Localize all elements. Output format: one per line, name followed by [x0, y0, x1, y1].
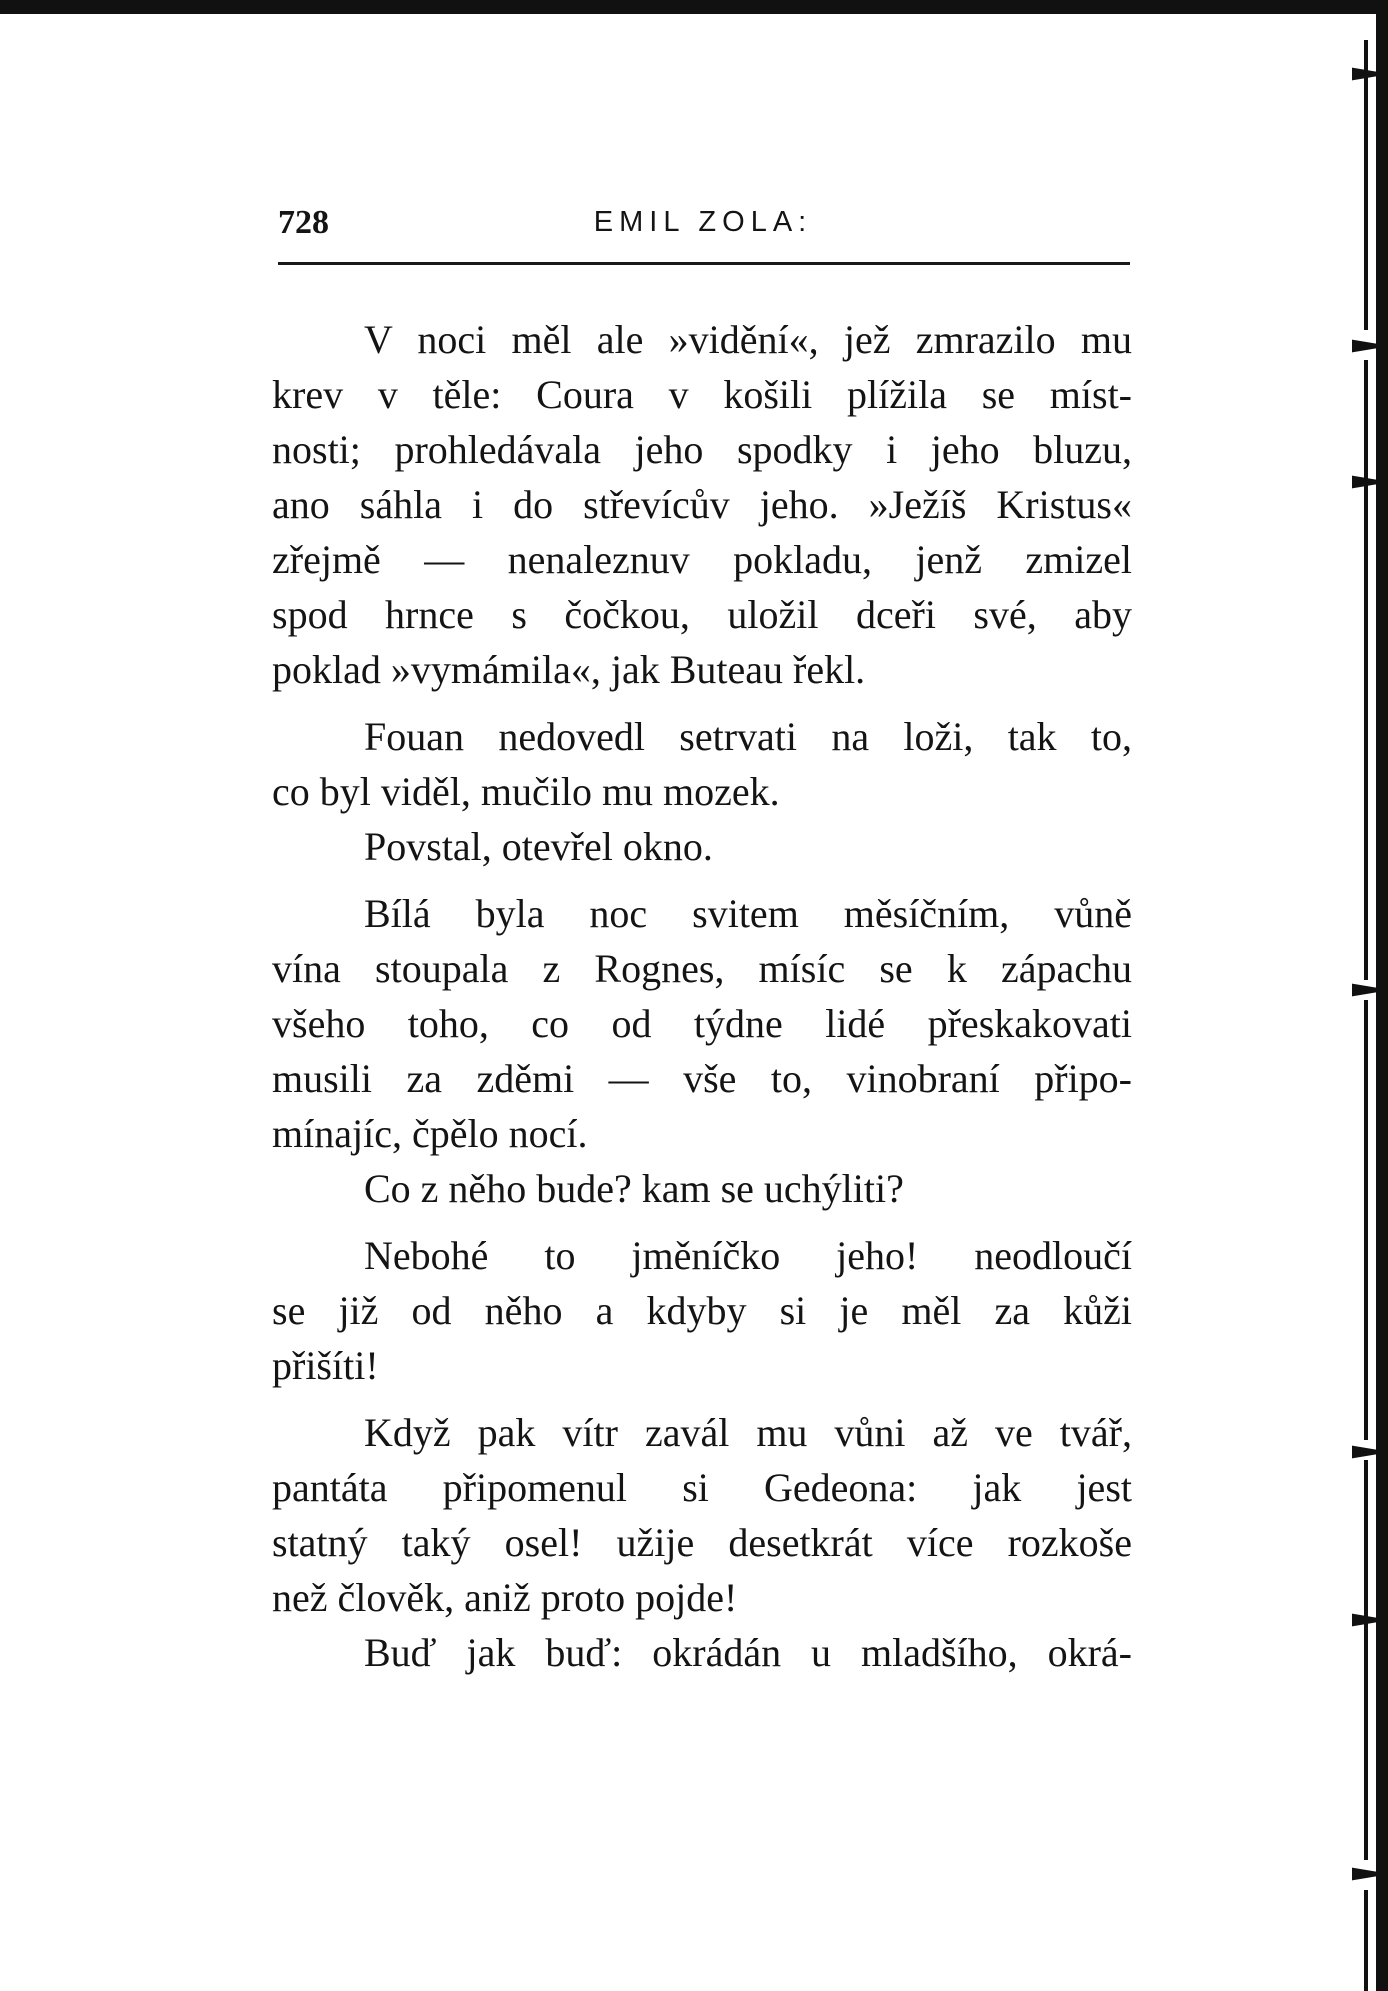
text-line: než člověk, aniž proto pojde!: [272, 1575, 738, 1620]
paragraph: [272, 1625, 1132, 1680]
text-line: se již od něho a kdyby si je měl za kůži: [272, 1288, 1132, 1333]
text-line: Bílá byla noc svitem měsíčním, vůně: [364, 891, 1132, 936]
text-line: Když pak vítr zavál mu vůni až ve tvář,: [364, 1410, 1132, 1455]
right-scan-border: [1376, 0, 1388, 1991]
paragraph: [272, 886, 1132, 1161]
text-line: statný taký osel! užije desetkrát více rozkoše: [272, 1520, 1132, 1565]
paragraph: [272, 312, 1132, 697]
text-line: poklad »vymámila«, jak Buteau řekl.: [272, 647, 866, 692]
text-line: Buď jak buď: okrádán u mladšího, okrá-: [364, 1630, 1132, 1675]
text-line: Nebohé to jměníčko jeho! neodloučí: [364, 1233, 1132, 1278]
text-line: vína stoupala z Rognes, mísíc se k zápachu: [272, 946, 1132, 991]
text-line: všeho toho, co od týdne lidé přeskakovati: [272, 1001, 1132, 1046]
text-line: nosti; prohledávala jeho spodky i jeho bluzu,: [272, 427, 1132, 472]
text-line: spod hrnce s čočkou, uložil dceři své, aby: [272, 592, 1132, 637]
text-line: V noci měl ale »vidění«, jež zmrazilo mu: [364, 317, 1132, 362]
header-rule: [278, 262, 1130, 265]
text-line: ano sáhla i do střevícův jeho. »Ježíš Kristus«: [272, 482, 1132, 527]
paragraph: [272, 819, 1132, 874]
paragraph: [272, 1228, 1132, 1393]
text-line: co byl viděl, mučilo mu mozek.: [272, 769, 780, 814]
text-line: musili za zděmi — vše to, vinobraní připo-: [272, 1056, 1132, 1101]
binding-marks: [1354, 40, 1378, 1991]
paragraph: [272, 1405, 1132, 1625]
top-scan-border: [0, 0, 1388, 14]
paragraph: [272, 1161, 1132, 1216]
text-line: Fouan nedovedl setrvati na loži, tak to,: [364, 714, 1132, 759]
text-line: mínajíc, čpělo nocí.: [272, 1111, 588, 1156]
page-number: 728: [278, 204, 329, 241]
body-text: [272, 312, 1132, 1680]
text-line: Povstal, otevřel okno.: [364, 824, 713, 869]
running-head: EMIL ZOLA:: [593, 206, 813, 238]
text-line: přišíti!: [272, 1343, 379, 1388]
page-header: [278, 200, 1128, 250]
text-line: krev v těle: Coura v košili plížila se míst-: [272, 372, 1132, 417]
text-line: zřejmě — nenaleznuv pokladu, jenž zmizel: [272, 537, 1132, 582]
text-line: Co z něho bude? kam se uchýliti?: [364, 1166, 904, 1211]
paragraph: [272, 709, 1132, 819]
text-line: pantáta připomenul si Gedeona: jak jest: [272, 1465, 1132, 1510]
